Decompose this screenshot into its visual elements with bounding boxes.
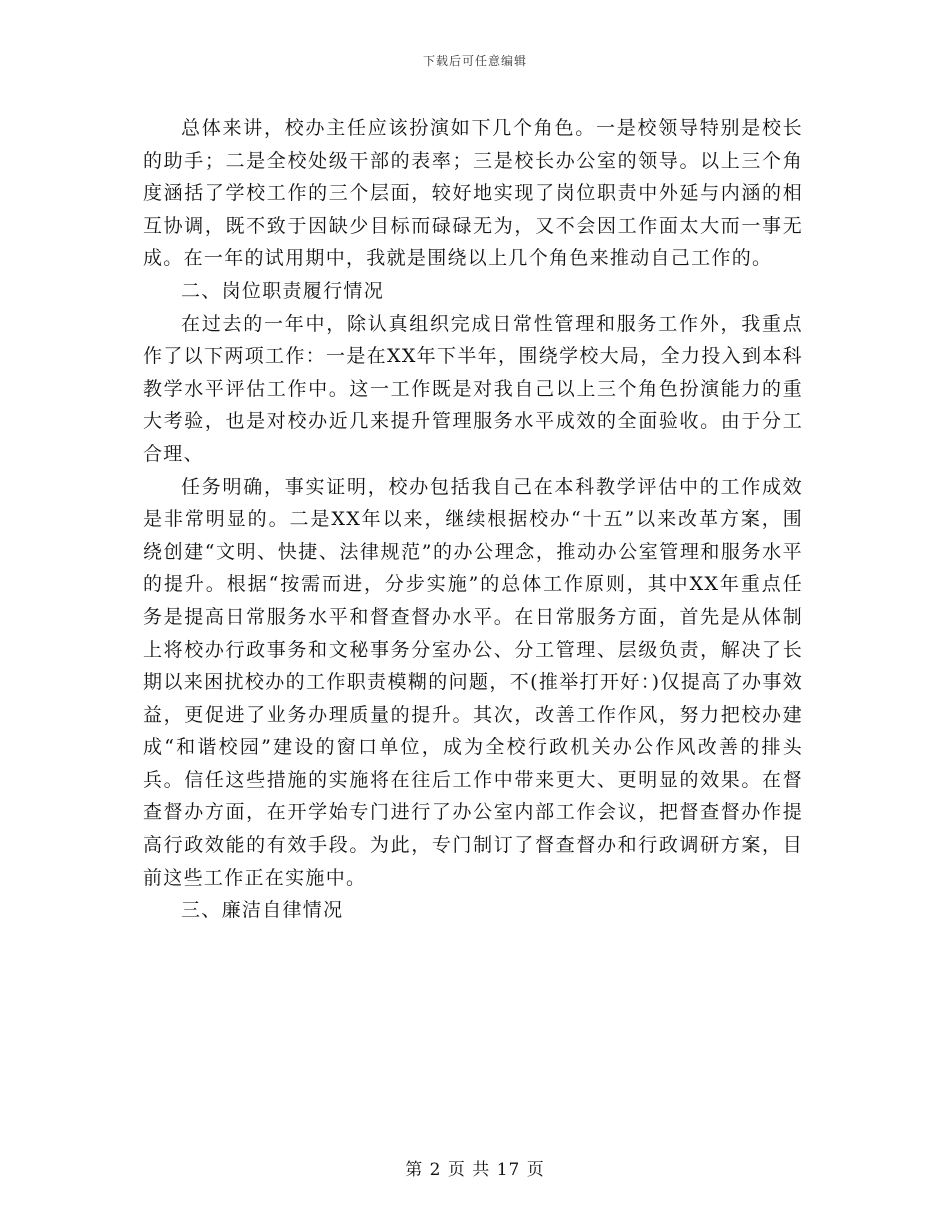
page-header-note: 下载后可任意编辑 bbox=[422, 54, 527, 68]
section-heading-integrity: 三、廉洁自律情况 bbox=[181, 899, 344, 922]
document-body bbox=[143, 112, 803, 927]
paragraph-role-summary: 总体来讲，校办主任应该扮演如下几个角色。一是校领导特别是校长的助手；二是全校处级干部的表率；三是校长办公室的领导。以上三个角度涵括了学校工作的三个层面，较好地实现了岗位职责中外延与内涵的相互协调，既不致于因缺少目标而碌碌无为，又不会因工作面太大而一事无成。在一年的试用期中，我就是围绕以上几个角色来推动自己工作的。 bbox=[143, 117, 803, 270]
page-number-footer: 第 2 页 共 17 页 bbox=[405, 1160, 545, 1180]
section-heading-duties: 二、岗位职责履行情况 bbox=[181, 279, 385, 302]
paragraph-duties-part2: 任务明确，事实证明，校办包括我自己在本科教学评估中的工作成效是非常明显的。二是XX年以来，继续根据校办“十五”以来改革方案，围绕创建“文明、快捷、法律规范”的办公理念，推动办公室管理和服务水平的提升。根据“按需而进，分步实施”的总体工作原则，其中XX年重点任务是提高日常服务水平和督查督办水平。在日常服务方面，首先是从体制上将校办行政事务和文秘事务分室办公、分工管理、层级负责，解决了长期以来困扰校办的工作职责模糊的问题，不(推举打开好：)仅提高了办事效益，更促进了业务办理质量的提升。其次，改善工作作风，努力把校办建成“和谐校园”建设的窗口单位，成为全校行政机关办公作风改善的排头兵。信任这些措施的实施将在往后工作中带来更大、更明显的效果。在督查督办方面，在开学始专门进行了办公室内部工作会议，把督查督办作提高行政效能的有效手段。为此，专门制订了督查督办和行政调研方案，目前这些工作正在实施中。 bbox=[143, 475, 803, 889]
paragraph-duties-part1: 在过去的一年中，除认真组织完成日常性管理和服务工作外，我重点作了以下两项工作：一是在XX年下半年，围绕学校大局，全力投入到本科教学水平评估工作中。这一工作既是对我自己以上三个角色扮演能力的重大考验，也是对校办近几来提升管理服务水平成效的全面验收。由于分工合理、 bbox=[143, 312, 803, 465]
